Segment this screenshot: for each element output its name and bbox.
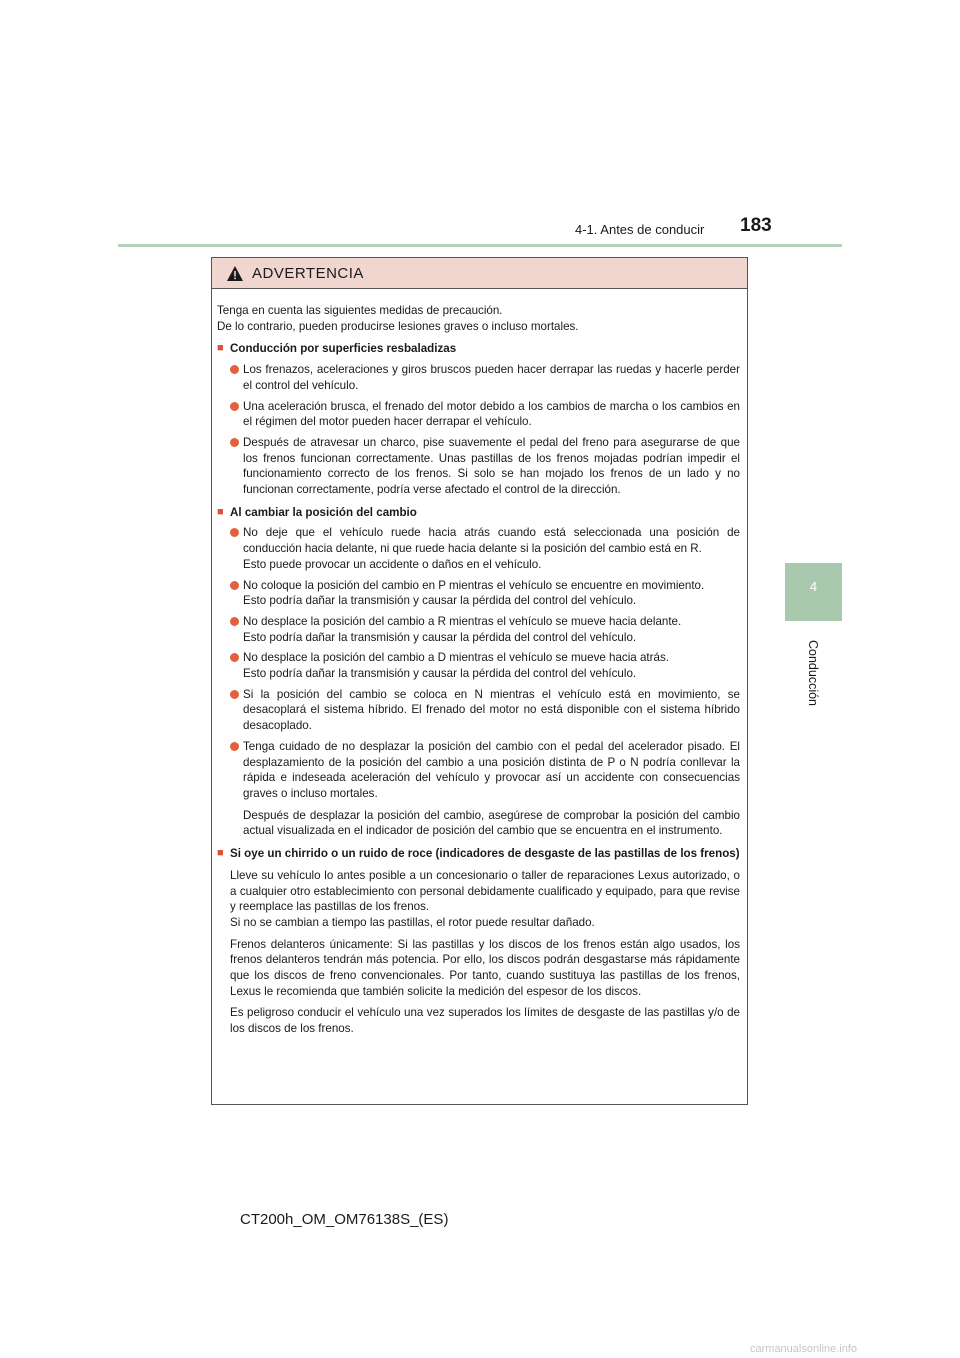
list-item [217, 614, 740, 645]
watermark: carmanualsonline.info [750, 1343, 858, 1355]
bullet-icon [230, 528, 239, 537]
list-item-line: Esto podría dañar la transmisión y causar la pérdida del control del vehículo. [243, 667, 637, 681]
section-brake-wear [217, 846, 740, 1037]
list-item [217, 525, 740, 572]
paragraph-line: Lleve su vehículo lo antes posible a un concesionario o taller de reparaciones Lexus autorizado, o a cualquier otro establecimiento con personal debidamente cualificado y equipado, para que revise y reemplace las pastillas de los frenos. [230, 868, 740, 914]
paragraph [217, 868, 740, 931]
list-item-line: No desplace la posición del cambio a R mientras el vehículo se mueve hacia delante. [243, 614, 682, 628]
list-item-text [243, 525, 740, 572]
list-item-text [243, 650, 669, 681]
bullet-icon [230, 581, 239, 590]
section-heading [217, 341, 740, 357]
chapter-number: 4 [809, 579, 818, 594]
header-divider [118, 244, 842, 247]
list-item-text: Después de atravesar un charco, pise suavemente el pedal del freno para asegurarse de que los frenos funcionan correctamente. Unas pastillas de los frenos mojadas podrían impedir el funcionamiento correcto de los frenos. Si solo se han mojado los frenos de un lado y no funcionan correctamente, podría verse afectado el control de la dirección. [243, 435, 740, 497]
section-title: 4-1. Antes de conducir [575, 222, 705, 237]
list-item-text [243, 614, 681, 645]
list-item-text: Los frenazos, aceleraciones y giros bruscos pueden hacer derrapar las ruedas y hacerle perder el control del vehículo. [243, 363, 740, 392]
list-item-line: Esto podría dañar la transmisión y causar la pérdida del control del vehículo. [243, 594, 637, 608]
square-bullet-icon: ■ [217, 342, 224, 355]
list-item-line: No deje que el vehículo ruede hacia atrás cuando está seleccionada una posición de conducción hacia delante, ni que ruede hacia delante si la posición del cambio está en R. [243, 526, 740, 556]
paragraph: Frenos delanteros únicamente: Si las pastillas y los discos de los frenos están algo usados, los frenos delanteros tendrán más potencia. Por ello, los discos podrán desgastarse más rápidamente que los discos de freno convencionales. Por tanto, cuando sustituya las pastillas de los frenos, Lexus le recomienda que también solicite la medición del espesor de los discos. [230, 937, 740, 998]
bullet-icon [230, 617, 239, 626]
section-heading-text: Conducción por superficies resbaladizas [230, 342, 457, 356]
bullet-icon [230, 402, 239, 411]
list-item [217, 739, 740, 802]
bullet-icon [230, 438, 239, 447]
section-heading [217, 846, 740, 862]
list-item [217, 687, 740, 734]
list-item [217, 399, 740, 430]
list-item-line: Esto puede provocar un accidente o daños en el vehículo. [243, 557, 542, 571]
bullet-icon [230, 653, 239, 662]
list-item [217, 362, 740, 393]
square-bullet-icon: ■ [217, 847, 224, 860]
warning-triangle-icon [226, 265, 244, 282]
warning-body [212, 289, 747, 1037]
chapter-tab [785, 563, 842, 621]
paragraph-line: Si no se cambian a tiempo las pastillas, el rotor puede resultar dañado. [230, 915, 595, 929]
list-item [217, 435, 740, 498]
section-slippery [217, 341, 740, 497]
intro-line: De lo contrario, pueden producirse lesiones graves o incluso mortales. [217, 319, 579, 333]
page-number: 183 [740, 215, 772, 236]
manual-code: CT200h_OM_OM76138S_(ES) [240, 1211, 449, 1228]
section-heading-text: Al cambiar la posición del cambio [230, 505, 417, 519]
warning-title: ADVERTENCIA [252, 264, 364, 282]
list-item [217, 650, 740, 681]
chapter-label [806, 628, 820, 718]
paragraph: Es peligroso conducir el vehículo una vez superados los límites de desgaste de las pastillas y/o de los discos de los frenos. [230, 1006, 740, 1036]
warning-box [211, 257, 748, 1105]
bullet-icon [230, 365, 239, 374]
list-item-text: Si la posición del cambio se coloca en N mientras el vehículo está en movimiento, se desacoplará el sistema híbrido. El frenado del motor no está disponible con el sistema híbrido desacoplado. [243, 687, 740, 733]
chapter-label-text: Conducción [806, 639, 821, 707]
list-item-text: Tenga cuidado de no desplazar la posición del cambio con el pedal del acelerador pisado. El desplazamiento de la posición del cambio a una posición distinta de P o N podría conllevar la rápida e indeseada aceleración del vehículo y provocar así un accidente con consecuencias graves o incluso mortales. [243, 739, 740, 800]
intro-line: Tenga en cuenta las siguientes medidas de precaución. [217, 304, 503, 317]
section-heading-text: Si oye un chirrido o un ruido de roce (indicadores de desgaste de las pastillas de los frenos) [230, 847, 740, 861]
square-bullet-icon: ■ [217, 505, 224, 518]
section-heading [217, 505, 740, 521]
section-shift [217, 505, 740, 839]
list-item-line: No desplace la posición del cambio a D mientras el vehículo se mueve hacia atrás. [243, 651, 669, 665]
bullet-icon [230, 742, 239, 751]
list-item-continuation: Después de desplazar la posición del cambio, asegúrese de comprobar la posición del cambio actual visualizada en el indicador de posición del cambio que se encuentra en el instrumento. [243, 808, 740, 838]
list-item [217, 578, 740, 609]
warning-header [212, 258, 747, 289]
list-item-line: Esto podría dañar la transmisión y causar la pérdida del control del vehículo. [243, 630, 637, 644]
warning-intro [217, 303, 740, 334]
bullet-icon [230, 690, 239, 699]
list-item-line: No coloque la posición del cambio en P mientras el vehículo se encuentre en movimiento. [243, 578, 705, 592]
list-item-text: Una aceleración brusca, el frenado del motor debido a los cambios de marcha o los cambios en el régimen del motor pueden hacer derrapar el vehículo. [243, 399, 740, 429]
list-item-text [243, 578, 704, 609]
